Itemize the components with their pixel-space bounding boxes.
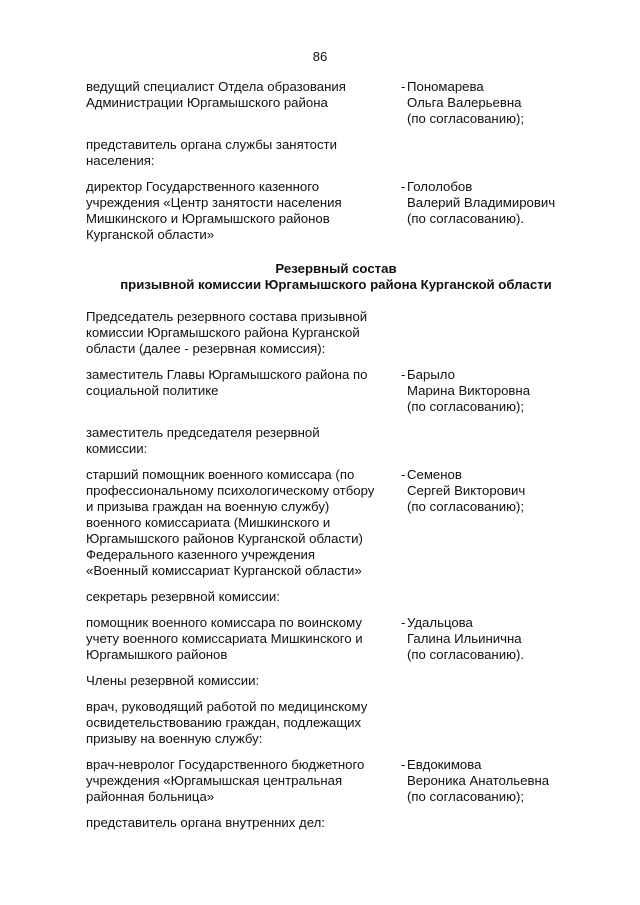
heading-line: Резервный состав (275, 261, 397, 276)
heading-line: призывной комиссии Юргамышского района Курганской области (120, 277, 552, 292)
dash: - (401, 79, 406, 94)
label-police (86, 815, 389, 831)
label-doctor (86, 699, 389, 747)
person-note: (по согласованию); (407, 111, 525, 126)
entry-doctor (86, 757, 586, 805)
person-note: (по согласованию); (407, 399, 525, 414)
text-line: представитель органа службы занятости (86, 137, 337, 152)
text-line: социальной политике (86, 383, 219, 398)
text-line: профессиональному психологическому отбору (86, 483, 375, 498)
person-name: Сергей Викторович (407, 483, 526, 498)
entry-person (389, 467, 586, 579)
entry-secretary (86, 615, 586, 663)
entry-person (389, 367, 586, 415)
text-line: освидетельствованию граждан, подлежащих (86, 715, 362, 730)
text-line: призыву на военную службу: (86, 731, 263, 746)
section-heading (86, 261, 586, 293)
text-line: комиссии Юргамышского района Курганской (86, 325, 360, 340)
entry-employment-director (86, 179, 586, 243)
text-line: учету военного комиссариата Мишкинского и (86, 631, 363, 646)
entry-education-specialist (86, 79, 586, 127)
text-line: «Военный комиссариат Курганской области» (86, 563, 362, 578)
label-deputy (86, 425, 389, 457)
text-line: области (далее - резервная комиссия): (86, 341, 326, 356)
dash: - (401, 615, 406, 630)
text-line: заместитель председателя резервной (86, 425, 320, 440)
entry-chair (86, 367, 586, 415)
text-line: Курганской области» (86, 227, 215, 242)
text-line: заместитель Главы Юргамышского района по (86, 367, 368, 382)
person-note: (по согласованию). (407, 647, 525, 662)
person-note: (по согласованию); (407, 499, 525, 514)
text-line: представитель органа внутренних дел: (86, 815, 325, 830)
person-surname: Пономарева (407, 79, 484, 94)
text-line: комиссии: (86, 441, 148, 456)
entry-position (86, 367, 389, 415)
text-line: и призыва граждан на военную службу) (86, 499, 330, 514)
person-note: (по согласованию); (407, 789, 525, 804)
dash: - (401, 367, 406, 382)
label-chair (86, 309, 389, 357)
text-line: Председатель резервного состава призывной (86, 309, 368, 324)
dash: - (401, 757, 406, 772)
text-line: врач-невролог Государственного бюджетного (86, 757, 365, 772)
text-line: военного комиссариата (Мишкинского и (86, 515, 331, 530)
person-surname: Удальцова (407, 615, 473, 630)
person-note: (по согласованию). (407, 211, 525, 226)
entry-deputy (86, 467, 586, 579)
label-secretary (86, 589, 389, 605)
person-name: Валерий Владимирович (407, 195, 556, 210)
dash: - (401, 179, 406, 194)
text-line: старший помощник военного комиссара (по (86, 467, 355, 482)
entry-person (389, 757, 586, 805)
entry-person (389, 615, 586, 663)
text-line: врач, руководящий работой по медицинскому (86, 699, 368, 714)
text-line: населения: (86, 153, 155, 168)
text-line: Администрации Юргамышского района (86, 95, 328, 110)
text-line: учреждения «Центр занятости населения (86, 195, 342, 210)
label-members (86, 673, 389, 689)
text-line: Мишкинского и Юргамышского районов (86, 211, 330, 226)
entry-position (86, 757, 389, 805)
person-name: Ольга Валерьевна (407, 95, 522, 110)
entry-person (389, 179, 586, 243)
text-line: Члены резервной комиссии: (86, 673, 260, 688)
document-body (86, 79, 586, 841)
text-line: директор Государственного казенного (86, 179, 320, 194)
text-line: учреждения «Юргамышская центральная (86, 773, 343, 788)
text-line: Федерального казенного учреждения (86, 547, 315, 562)
person-surname: Семенов (407, 467, 462, 482)
label-employment (86, 137, 389, 169)
text-line: районная больница» (86, 789, 215, 804)
entry-position (86, 615, 389, 663)
text-line: Юргамышского районов Курганской области) (86, 531, 363, 546)
entry-position (86, 79, 389, 127)
person-surname: Евдокимова (407, 757, 482, 772)
person-surname: Барыло (407, 367, 455, 382)
text-line: секретарь резервной комиссии: (86, 589, 280, 604)
text-line: ведущий специалист Отдела образования (86, 79, 346, 94)
text-line: помощник военного комиссара по воинскому (86, 615, 362, 630)
entry-person (389, 79, 586, 127)
entry-position (86, 467, 389, 579)
entry-position (86, 179, 389, 243)
person-name: Галина Ильинична (407, 631, 522, 646)
person-name: Вероника Анатольевна (407, 773, 550, 788)
dash: - (401, 467, 406, 482)
text-line: Юргамышкого районов (86, 647, 228, 662)
page-number: 86 (312, 49, 328, 64)
person-surname: Гололобов (407, 179, 473, 194)
person-name: Марина Викторовна (407, 383, 531, 398)
